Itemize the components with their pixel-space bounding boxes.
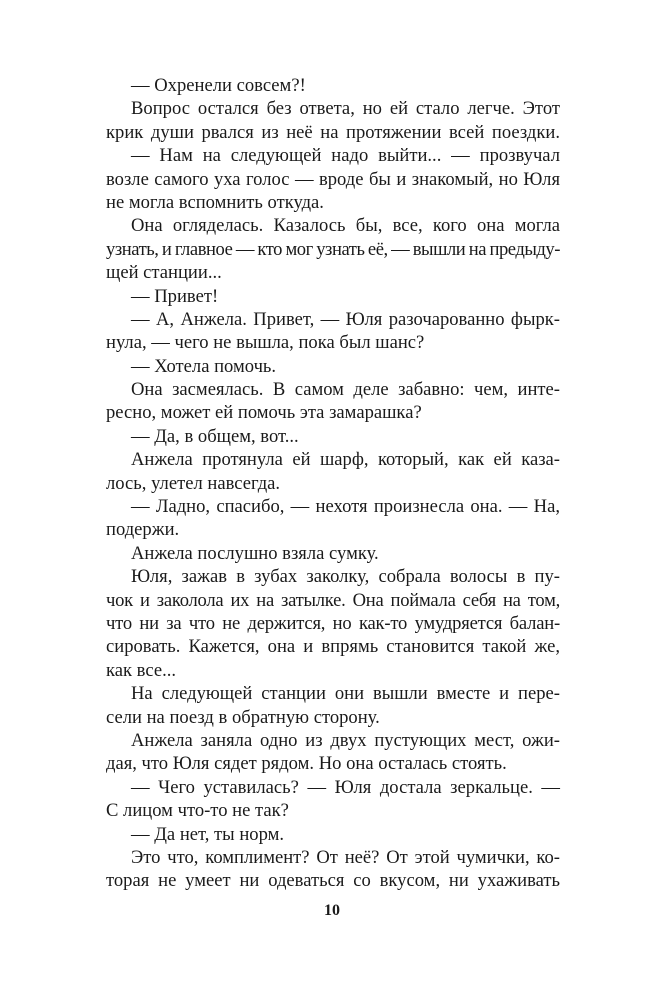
text-line: — Привет! <box>131 285 219 307</box>
text-line: Вопрос остался без ответа, но ей стало легче. Этот <box>131 98 560 120</box>
text-line: лось, улетел навсегда. <box>106 472 281 494</box>
text-line: щей станции... <box>106 262 222 284</box>
text-line: — Чего уставилась? — Юля достала зеркальце. — <box>131 776 560 798</box>
text-line: Она огляделась. Казалось бы, все, кого она могла <box>131 215 560 237</box>
text-line: возле самого уха голос — вроде бы и знакомый, но Юля <box>106 168 560 190</box>
text-line: как все... <box>106 659 177 681</box>
text-line: подержи. <box>106 519 180 541</box>
text-line: сировать. Кажется, она и впрямь становится такой же, <box>106 636 560 658</box>
text-line: Анжела заняла одно из двух пустующих мест, ожи- <box>131 729 560 751</box>
text-line: — А, Анжела. Привет, — Юля разочарованно фырк- <box>131 308 560 330</box>
text-line: Юля, зажав в зубах заколку, собрала волосы в пу- <box>131 566 560 588</box>
text-line: — Нам на следующей надо выйти... — прозвучал <box>131 145 560 167</box>
text-line: — Ладно, спасибо, — нехотя произнесла она. — На, <box>131 496 560 518</box>
text-line: крик души рвался из неё на протяжении всей поездки. <box>106 121 560 143</box>
text-line: Анжела послушно взяла сумку. <box>131 542 379 564</box>
text-line: — Да нет, ты норм. <box>131 823 284 845</box>
text-line: торая не умеет ни одеваться со вкусом, ни ухаживать <box>106 870 560 892</box>
body-text <box>106 74 560 893</box>
text-line: С лицом что-то не так? <box>106 800 289 822</box>
text-line: На следующей станции они вышли вместе и пере- <box>131 683 560 705</box>
text-line: — Охренели совсем?! <box>131 75 306 96</box>
text-line: ресно, может ей помочь эта замарашка? <box>106 402 422 424</box>
text-line: узнать, и главное — кто мог узнать её, — вышли на предыду- <box>106 238 560 260</box>
text-line: Это что, комплимент? От неё? От этой чумички, ко- <box>131 846 560 868</box>
text-line: дая, что Юля сядет рядом. Но она осталась стоять. <box>106 753 507 775</box>
text-line: Она засмеялась. В самом деле забавно: чем, инте- <box>131 379 560 401</box>
text-line: чок и заколола их на затылке. Она поймала себя на том, <box>106 589 560 611</box>
text-line: нула, — чего не вышла, пока был шанс? <box>106 332 425 354</box>
text-line: — Хотела помочь. <box>131 355 277 377</box>
text-line: что ни за что не держится, но как-то умудряется балан- <box>106 612 560 634</box>
text-line: Анжела протянула ей шарф, который, как ей каза- <box>131 449 560 471</box>
text-line: не могла вспомнить откуда. <box>106 191 324 213</box>
text-line: сели на поезд в обратную сторону. <box>106 706 380 728</box>
page-number: 10 <box>324 902 340 919</box>
text-line: — Да, в общем, вот... <box>131 425 299 447</box>
